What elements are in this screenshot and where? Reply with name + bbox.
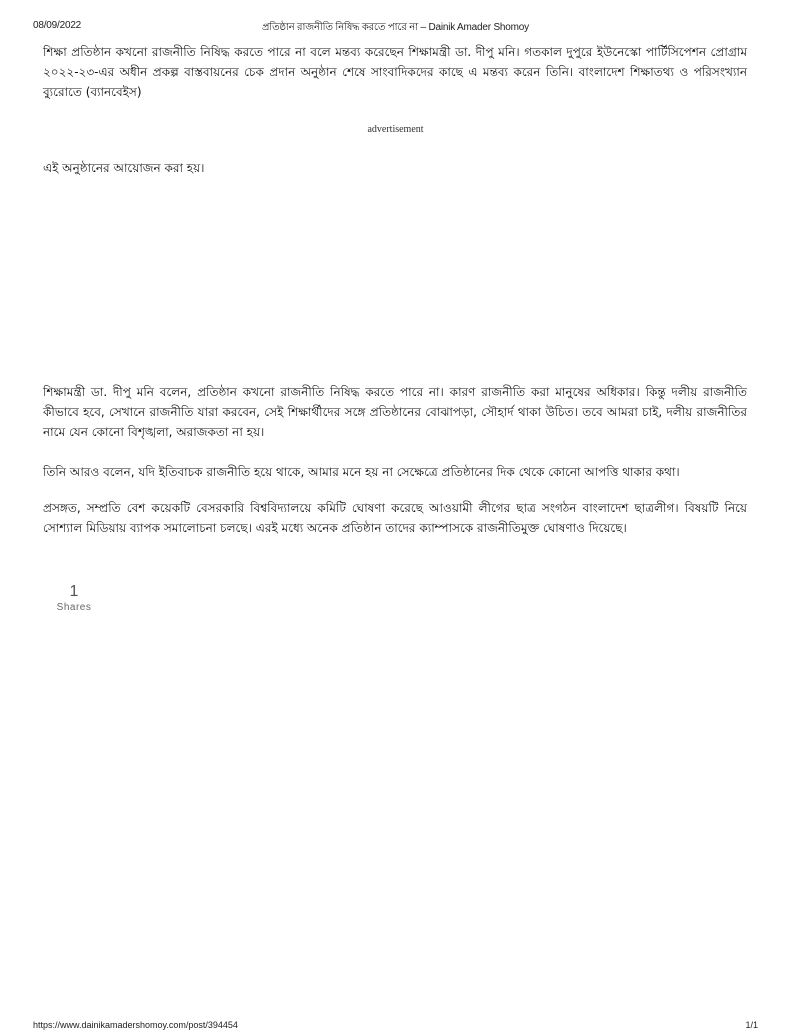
article-paragraph-1: শিক্ষা প্রতিষ্ঠান কখনো রাজনীতি নিষিদ্ধ করতে পারে না বলে মন্তব্য করেছেন শিক্ষামন্ত্রী ডা. দীপু মনি। গতকাল দুপুরে ইউনেস্কো পার্টিসিপেশন প্রোগ্রাম ২০২২-২৩-এর অধীন প্রকল্প বাস্তবায়নের চেক প্রদান অনুষ্ঠান শেষে সাংবাদিকদের কাছে এ মন্তব্য করেন তিনি। বাংলাদেশ শিক্ষাতথ্য ও পরিসংখ্যান ব্যুরোতে (ব্যানবেইস) [43, 45, 747, 99]
share-label: Shares [56, 602, 92, 613]
article-paragraph-5: প্রসঙ্গত, সম্প্রতি বেশ কয়েকটি বেসরকারি বিশ্ববিদ্যালয়ে কমিটি ঘোষণা করেছে আওয়ামী লীগের ছাত্র সংগঠন বাংলাদেশ ছাত্রলীগ। বিষয়টি নিয়ে সোশ্যাল মিডিয়ায় ব্যাপক সমালোচনা চলছে। এরই মধ্যে অনেক প্রতিষ্ঠান তাদের ক্যাম্পাসকে রাজনীতিমুক্ত ঘোষণাও দিয়েছে। [43, 501, 747, 535]
print-footer [33, 1020, 758, 1032]
page-number: 1/1 [745, 1020, 758, 1030]
article-paragraph-3: শিক্ষামন্ত্রী ডা. দীপু মনি বলেন, প্রতিষ্ঠান কখনো রাজনীতি নিষিদ্ধ করতে পারে না। কারণ রাজনীতি করা মানুষের অধিকার। কিন্তু দলীয় রাজনীতি কীভাবে হবে, সেখানে রাজনীতি যারা করবেন, সেই শিক্ষার্থীদের সঙ্গে প্রতিষ্ঠানের বোঝাপড়া, সৌহার্দ থাকা উচিত। তবে আমরা চাই, দলীয় রাজনীতির নামে যেন কোনো বিশৃঙ্খলা, অরাজকতা না হয়। [43, 385, 747, 439]
page-url[interactable]: https://www.dainikamadershomoy.com/post/394454 [33, 1020, 238, 1030]
article-paragraph-2: এই অনুষ্ঠানের আয়োজন করা হয়। [43, 161, 205, 175]
article-paragraph-4: তিনি আরও বলেন, যদি ইতিবাচক রাজনীতি হয়ে থাকে, আমার মনে হয় না সেক্ষেত্রে প্রতিষ্ঠানের দিক থেকে কোনো আপত্তি থাকার কথা। [43, 465, 680, 479]
share-count: 1 [69, 583, 79, 600]
print-header [33, 20, 758, 34]
share-counter[interactable] [53, 582, 95, 614]
advertisement-label: advertisement [367, 124, 424, 135]
page-title: প্রতিষ্ঠান রাজনীতি নিষিদ্ধ করতে পারে না – Dainik Amader Shomoy [262, 22, 529, 33]
print-date: 08/09/2022 [33, 20, 82, 31]
